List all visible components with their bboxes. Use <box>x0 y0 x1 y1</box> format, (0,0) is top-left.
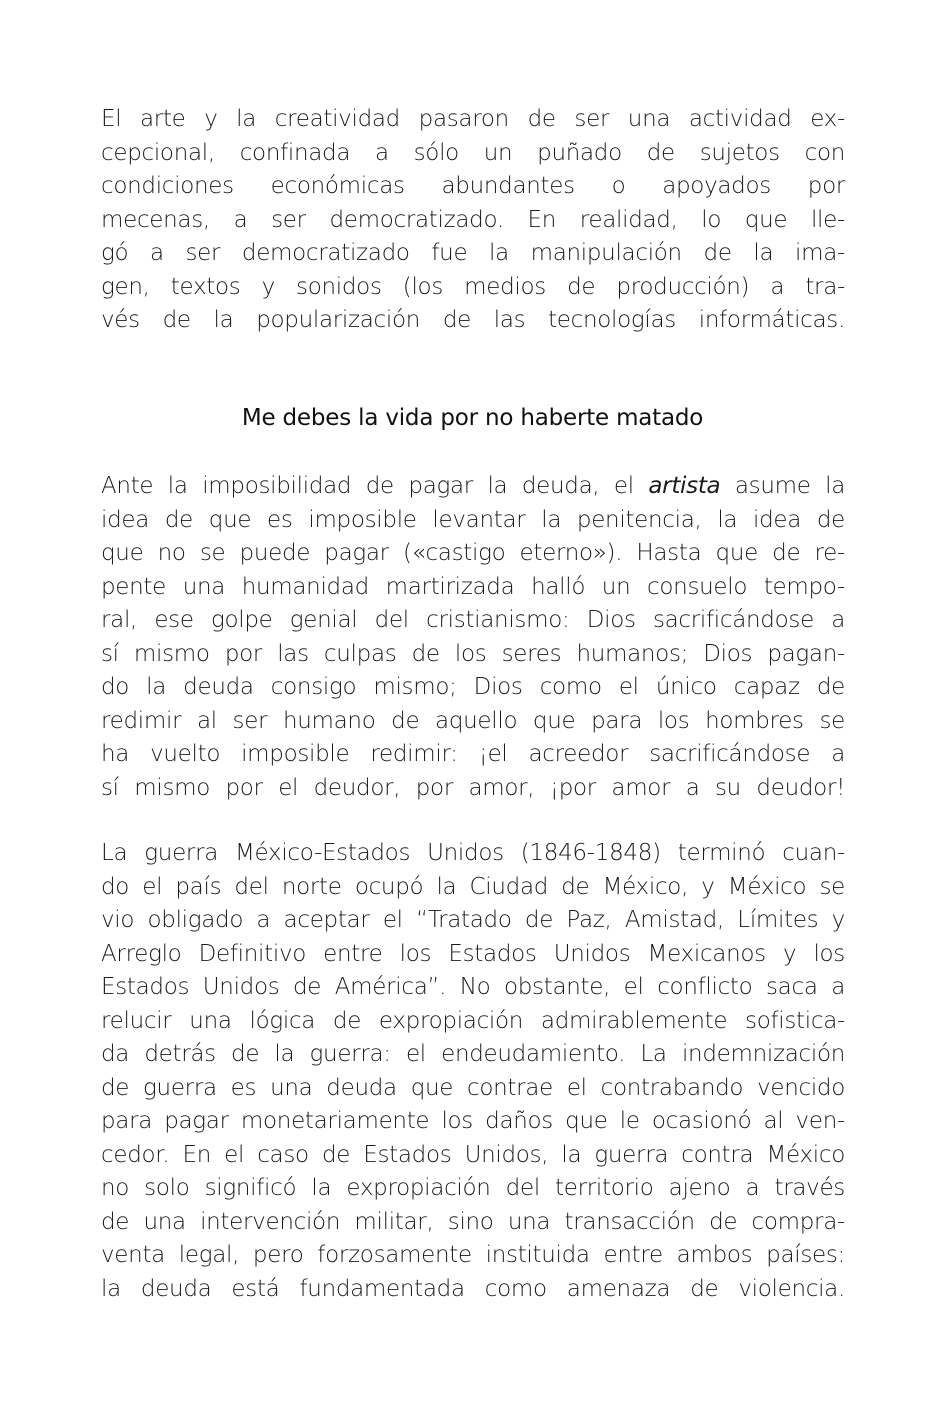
text-line: ha vuelto imposible redimir: ¡el acreedor sacrificándose a <box>101 741 845 767</box>
text-line: redimir al ser humano de aquello que para los hombres se <box>101 707 845 734</box>
paragraph-art-creativity <box>101 103 845 338</box>
section-heading: Me debes la vida por no haberte matado <box>241 405 704 431</box>
text-line: gen, textos y sonidos (los medios de producción) a tra- <box>101 273 845 300</box>
text-segment: asume la <box>720 473 845 499</box>
text-line: para pagar monetariamente los daños que le ocasionó al ven- <box>101 1108 845 1134</box>
text-line: que no se puede pagar («castigo eterno»). Hasta que de re- <box>101 540 845 566</box>
paragraph-mexico-us-war <box>101 837 845 1306</box>
text-line: sí mismo por el deudor, por amor, ¡por amor a su deudor! <box>101 774 845 801</box>
text-segment: Ante la imposibilidad de pagar la deuda, el <box>101 473 649 499</box>
text-line: ral, ese golpe genial del cristianismo: Dios sacrificándose a <box>101 607 845 633</box>
text-line: sí mismo por las culpas de los seres humanos; Dios pagan- <box>101 640 845 667</box>
text-line: mecenas, a ser democratizado. En realidad, lo que lle- <box>101 206 845 233</box>
text-line: cedor. En el caso de Estados Unidos, la guerra contra México <box>101 1141 845 1168</box>
text-line: Estados Unidos de América”. No obstante, el conflicto saca a <box>101 974 845 1000</box>
text-line: vés de la popularización de las tecnologías informáticas. <box>101 307 845 333</box>
text-line: condiciones económicas abundantes o apoyados por <box>101 173 845 199</box>
paragraph-debt-penance <box>101 470 845 805</box>
text-line: gó a ser democratizado fue la manipulación de la ima- <box>101 240 845 266</box>
text-line: da detrás de la guerra: el endeudamiento. La indemnización <box>101 1041 845 1067</box>
text-line: El arte y la creatividad pasaron de ser una actividad ex- <box>101 106 845 132</box>
text-line: do el país del norte ocupó la Ciudad de México, y México se <box>101 873 845 900</box>
text-line: Arreglo Definitivo entre los Estados Unidos Mexicanos y los <box>101 940 845 967</box>
text-line: idea de que es imposible levantar la penitencia, la idea de <box>101 506 845 533</box>
text-line <box>101 470 845 504</box>
text-line: de una intervención militar, sino una transacción de compra- <box>101 1208 845 1235</box>
text-line: do la deuda consigo mismo; Dios como el único capaz de <box>101 674 845 700</box>
text-line: La guerra México-Estados Unidos (1846-1848) terminó cuan- <box>101 840 845 866</box>
text-line: pente una humanidad martirizada halló un consuelo tempo- <box>101 573 845 600</box>
text-line: cepcional, confinada a sólo un puñado de sujetos con <box>101 139 845 166</box>
text-line: de guerra es una deuda que contrae el contrabando vencido <box>101 1074 845 1101</box>
text-line: relucir una lógica de expropiación admirablemente sofistica- <box>101 1007 845 1034</box>
text-line: venta legal, pero forzosamente instituida entre ambos países: <box>101 1242 845 1268</box>
text-line: vio obligado a aceptar el “Tratado de Paz, Amistad, Límites y <box>101 907 845 933</box>
text-line: la deuda está fundamentada como amenaza de violencia. <box>101 1275 845 1302</box>
text-line: no solo significó la expropiación del territorio ajeno a través <box>101 1175 845 1201</box>
italic-word: artista <box>648 473 721 499</box>
